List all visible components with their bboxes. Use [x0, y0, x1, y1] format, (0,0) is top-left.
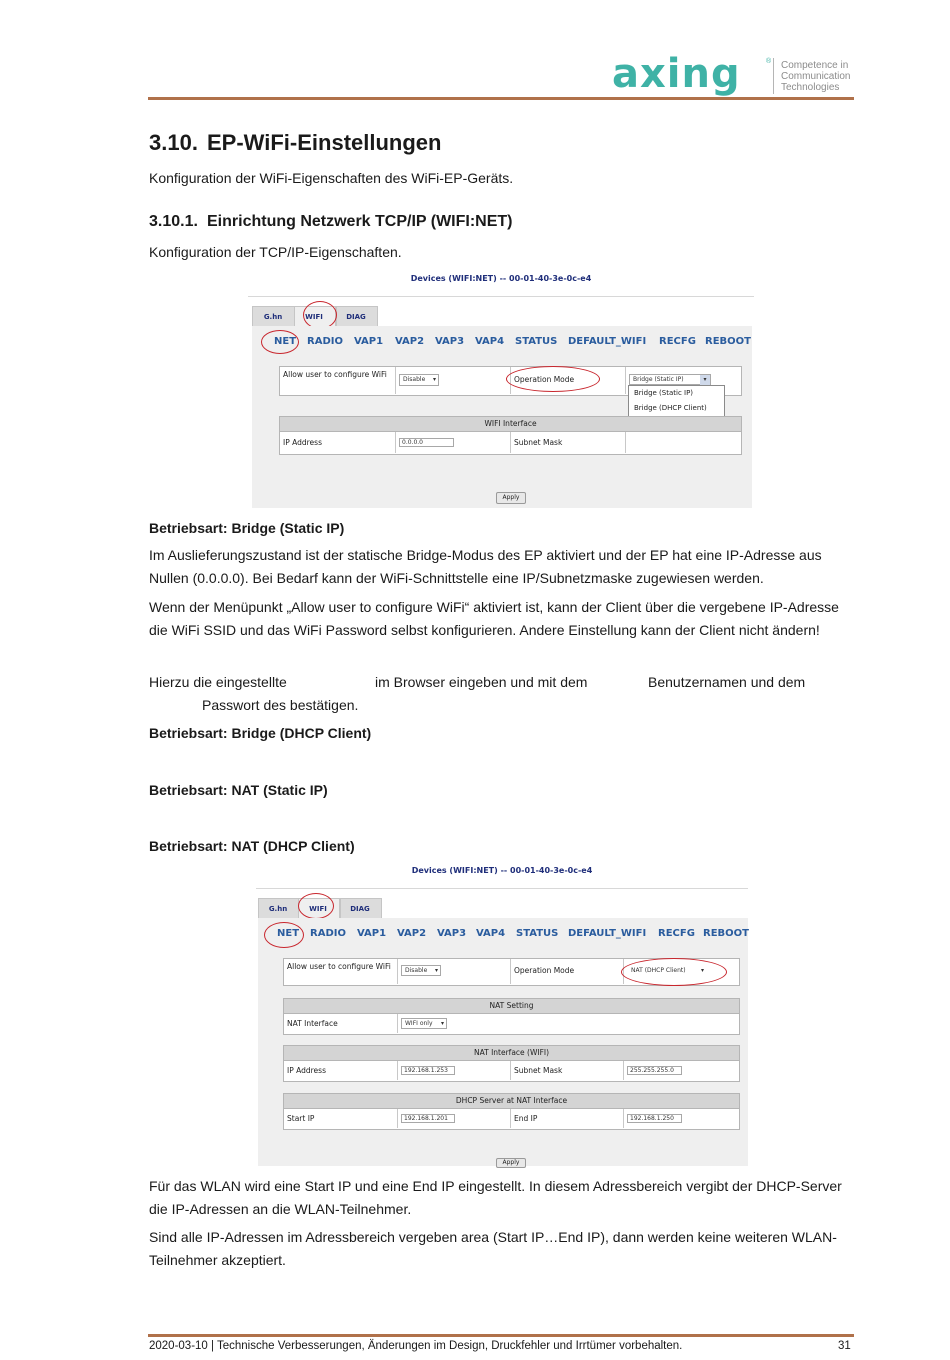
tab-diag-label: DIAG	[346, 313, 366, 321]
subtab-status[interactable]: STATUS	[515, 336, 558, 347]
paragraph-range-exhausted: Sind alle IP-Adressen im Adressbereich vergeben area (Start IP…End IP), dann werden keine weiteren WLAN-Teilnehmer akzeptiert.	[149, 1229, 837, 1268]
nat-setting-header: NAT Setting	[283, 998, 740, 1014]
subtab-default-wifi[interactable]: DEFAULT_WIFI	[568, 928, 647, 939]
chevron-down-icon: ▾	[700, 375, 710, 385]
subnet-mask-label: Subnet Mask	[514, 1066, 563, 1075]
axing-logo: axing	[612, 51, 741, 97]
subtab-vap2[interactable]: VAP2	[395, 336, 425, 347]
chevron-down-icon: ▾	[700, 967, 704, 974]
logo-registered-mark: ®	[766, 58, 772, 65]
subtab-default-wifi[interactable]: DEFAULT_WIFI	[568, 336, 647, 347]
subtab-recfg[interactable]: RECFG	[659, 336, 696, 347]
tab-wifi-label: WIFI	[309, 905, 327, 913]
nat-setting-row	[283, 1013, 740, 1035]
wifi-interface-header: WIFI Interface	[279, 416, 742, 432]
highlight-ring-wifi	[298, 893, 334, 919]
separator	[625, 432, 626, 453]
operation-mode-label: Operation Mode	[514, 966, 575, 975]
allow-configure-select[interactable]: Disable ▾	[401, 965, 441, 976]
heading-nat-dhcp: Betriebsart: NAT (DHCP Client)	[149, 838, 355, 854]
paragraph-browser-part-a: Hierzu die eingestellte	[149, 674, 287, 690]
allow-configure-label: Allow user to configure WiFi	[287, 962, 391, 971]
subtab-vap1[interactable]: VAP1	[354, 336, 384, 347]
paragraph-browser-part-c: Benutzernamen und dem	[648, 674, 806, 690]
ip-address-label: IP Address	[283, 438, 322, 447]
separator	[397, 1109, 398, 1128]
separator	[623, 1061, 624, 1080]
separator	[397, 959, 398, 984]
subtab-vap4[interactable]: VAP4	[475, 336, 505, 347]
separator	[623, 1109, 624, 1128]
subtab-vap3[interactable]: VAP3	[435, 336, 465, 347]
separator	[395, 432, 396, 453]
device-title: Devices (WIFI:NET) -- 00-01-40-3e-0c-e4	[411, 866, 593, 875]
highlight-ring-operation-mode	[506, 366, 600, 392]
tab-ghn-label: G.hn	[268, 905, 288, 913]
subtab-recfg[interactable]: RECFG	[658, 928, 695, 939]
highlight-ring-net	[264, 922, 304, 948]
subtab-radio[interactable]: RADIO	[310, 928, 346, 939]
end-ip-input[interactable]: 192.168.1.250	[627, 1114, 682, 1123]
operation-mode-label: Operation Mode	[514, 375, 575, 384]
separator	[397, 1014, 398, 1033]
subtab-net[interactable]: NET	[274, 336, 297, 347]
ip-address-input[interactable]: 192.168.1.253	[401, 1066, 455, 1075]
subtab-reboot[interactable]: REBOOT	[705, 336, 751, 347]
start-ip-label: Start IP	[287, 1114, 315, 1123]
screenshot-bridge-static	[248, 268, 754, 508]
option-bridge-dhcp[interactable]: Bridge (DHCP Client)	[634, 404, 707, 412]
heading-bridge-dhcp: Betriebsart: Bridge (DHCP Client)	[149, 725, 372, 741]
paragraph-default-state: Im Auslieferungszustand ist der statische Bridge-Modus des EP aktiviert und der EP hat eine IP-Adresse aus Nullen (0.0.0.0). Bei Bedarf kann der WiFi-Schnittstelle eine IP/Subnetzmaske zugewiesen werden.	[149, 547, 822, 586]
separator	[397, 1061, 398, 1080]
apply-button[interactable]: Apply	[496, 1158, 526, 1168]
subtab-status[interactable]: STATUS	[516, 928, 559, 939]
footer-text: 2020-03-10 | Technische Verbesserungen, Änderungen im Design, Druckfehler und Irrtümer vorbehalten.	[149, 1340, 683, 1352]
separator	[510, 1109, 511, 1128]
ip-address-input[interactable]: 0.0.0.0	[399, 438, 454, 447]
ip-address-label: IP Address	[287, 1066, 326, 1075]
operation-mode-select[interactable]: Bridge (Static IP) ▾	[629, 374, 711, 385]
chevron-down-icon: ▾	[434, 967, 438, 974]
subtab-vap3[interactable]: VAP3	[437, 928, 467, 939]
subsection-intro: Konfiguration der TCP/IP-Eigenschaften.	[149, 244, 402, 260]
subtab-vap2[interactable]: VAP2	[397, 928, 427, 939]
logo-divider	[773, 58, 774, 94]
chevron-down-icon: ▾	[440, 1020, 444, 1027]
screenshot-nat-dhcp	[256, 860, 748, 1166]
separator	[625, 367, 626, 394]
header-rule	[148, 97, 854, 100]
chevron-down-icon: ▾	[432, 376, 436, 383]
highlight-ring-wifi	[303, 301, 337, 329]
separator	[510, 432, 511, 453]
subtab-radio[interactable]: RADIO	[307, 336, 343, 347]
separator	[510, 959, 511, 984]
subtab-reboot[interactable]: REBOOT	[703, 928, 749, 939]
footer-rule	[148, 1334, 854, 1337]
subtab-vap1[interactable]: VAP1	[357, 928, 387, 939]
paragraph-browser-part-b: im Browser eingeben und mit dem	[375, 674, 588, 690]
paragraph-dhcp-range: Für das WLAN wird eine Start IP und eine End IP eingestellt. In diesem Adressbereich vergibt der DHCP-Server die IP-Adressen an die WLAN-Teilnehmer.	[149, 1178, 842, 1217]
apply-button[interactable]: Apply	[496, 492, 526, 504]
highlight-ring-net	[261, 330, 299, 354]
nat-interface-header: NAT Interface (WIFI)	[283, 1045, 740, 1061]
nat-interface-label: NAT Interface	[287, 1019, 338, 1028]
tab-ghn-label: G.hn	[263, 313, 283, 321]
page-number: 31	[838, 1340, 851, 1352]
logo-tagline: Competence in Communication Technologies	[781, 60, 851, 93]
subsection-heading: 3.10.1. Einrichtung Netzwerk TCP/IP (WIFI:NET)	[149, 213, 513, 230]
subtab-net[interactable]: NET	[277, 928, 300, 939]
subnet-mask-input[interactable]: 255.255.255.0	[627, 1066, 682, 1075]
title-divider	[256, 888, 748, 889]
separator	[395, 367, 396, 394]
section-heading: 3.10. EP-WiFi-Einstellungen	[149, 130, 442, 155]
subtab-vap4[interactable]: VAP4	[476, 928, 506, 939]
device-title: Devices (WIFI:NET) -- 00-01-40-3e-0c-e4	[410, 274, 592, 283]
subnet-mask-label: Subnet Mask	[514, 438, 563, 447]
nat-interface-select[interactable]: WIFI only ▾	[401, 1018, 447, 1029]
dhcp-server-header: DHCP Server at NAT Interface	[283, 1093, 740, 1109]
paragraph-browser-part-d: Passwort des bestätigen.	[202, 697, 359, 713]
operation-mode-select[interactable]: NAT (DHCP Client) ▾	[631, 967, 704, 974]
option-bridge-static[interactable]: Bridge (Static IP)	[634, 389, 694, 397]
allow-configure-select[interactable]: Disable ▾	[399, 374, 439, 386]
tab-diag-label: DIAG	[350, 905, 370, 913]
tab-wifi-label: WIFI	[305, 313, 323, 321]
heading-nat-static: Betriebsart: NAT (Static IP)	[149, 782, 328, 798]
section-intro: Konfiguration der WiFi-Eigenschaften des WiFi-EP-Geräts.	[149, 170, 514, 186]
heading-bridge-static: Betriebsart: Bridge (Static IP)	[149, 520, 345, 536]
allow-configure-label: Allow user to configure WiFi	[283, 370, 387, 379]
paragraph-allow-user: Wenn der Menüpunkt „Allow user to configure WiFi“ aktiviert ist, kann der Client über die vergebene IP-Adresse die WiFi SSID und das WiFi Password selbst konfigurieren. Andere Einstellung kann der Client nicht ändern!	[149, 599, 839, 638]
highlight-ring-operation-mode	[621, 958, 727, 986]
end-ip-label: End IP	[514, 1114, 538, 1123]
start-ip-input[interactable]: 192.168.1.201	[401, 1114, 455, 1123]
title-divider	[248, 296, 754, 297]
separator	[510, 1061, 511, 1080]
